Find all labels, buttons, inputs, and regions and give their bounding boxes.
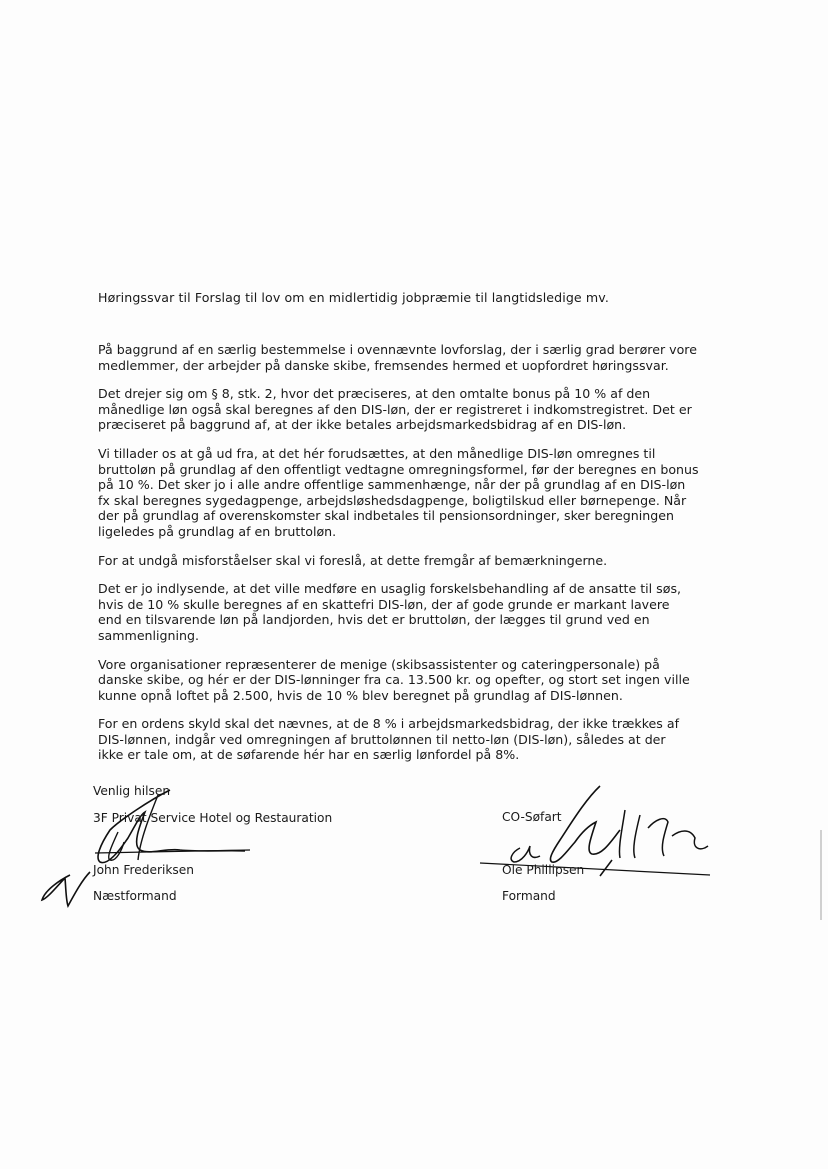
right-signature-scribble bbox=[511, 846, 540, 862]
paragraph: For at undgå misforståelser skal vi foreslå, at dette fremgår af bemærkningerne. bbox=[98, 552, 608, 568]
left-signature-scribble bbox=[42, 872, 90, 906]
letter-subject: Høringssvar til Forslag til lov om en midlertidig jobpræmie til langtidsledige mv. bbox=[98, 290, 609, 305]
paragraph: Det er jo indlysende, at det ville medføre en usaglig forskelsbehandling af de ansatte til søs, hvis de 10 % skulle beregnes af en skattefri DIS-løn, der af gode grunde er markant lavere end en tilsvarende løn på landjorden, hvis det er bruttoløn, der lægges til grund ved en sammenligning. bbox=[98, 581, 682, 643]
left-signature-scribble bbox=[98, 790, 245, 863]
paragraph: For en ordens skyld skal det nævnes, at de 8 % i arbejdsmarkedsbidrag, der ikke trækkes af DIS-lønnen, indgår ved omregningen af bruttolønnen til netto-løn (DIS-løn), således at der ikke er tale om, at de søfarende hér har en særlig lønfordel på 8%. bbox=[98, 716, 680, 763]
left-signature-line bbox=[95, 850, 250, 853]
paragraph: På baggrund af en særlig bestemmelse i ovennævnte lovforslag, der i særlig grad berører vore medlemmer, der arbejder på danske skibe, fremsendes hermed et uopfordret høringssvar. bbox=[98, 342, 697, 373]
left-organisation: 3F Privat Service Hotel og Restauration bbox=[93, 811, 333, 825]
paragraph: Det drejer sig om § 8, stk. 2, hvor det præciseres, at den omtalte bonus på 10 % af den månedlige løn også skal beregnes af den DIS-løn, der er registreret i indkomstregistret. Det er præciseret på baggrund af, at der ikke betales arbejdsmarkedsbidrag af en DIS-løn. bbox=[98, 386, 692, 433]
right-signature-scribble bbox=[600, 860, 612, 876]
left-signature-scribble bbox=[138, 795, 158, 860]
right-title: Formand bbox=[502, 889, 556, 903]
left-signature-scribble bbox=[109, 832, 124, 860]
left-name: John Frederiksen bbox=[93, 863, 194, 877]
paragraph: Vore organisationer repræsenterer de menige (skibsassistenter og cateringpersonale) på danske skibe, og hér er der DIS-lønninger fra ca. 13.500 kr. og opefter, og stort set ingen ville kunne opnå loftet på 2.500, hvis de 10 % blev beregnet på grundlag af DIS-lønnen. bbox=[98, 656, 690, 703]
letter-body bbox=[98, 342, 738, 776]
paragraph: Vi tillader os at gå ud fra, at det hér forudsættes, at den månedlige DIS-løn omregnes til bruttoløn på grundlag af den offentligt vedtagne omregningsformel, før der beregnes en bonus på 10 %. Det sker jo i alle andre offentlige sammenhænge, når der på grundlag af en DIS-løn fx skal beregnes sygedagpenge, arbejdsløshedsdagpenge, boligtilskud eller børnepenge. Når der på grundlag af overenskomster skal indbetales til pensionsordninger, sker beregningen ligeledes på grundlag af en bruttoløn. bbox=[98, 445, 699, 539]
right-organisation: CO-Søfart bbox=[502, 810, 562, 824]
right-name: Ole Phillipsen bbox=[502, 863, 585, 877]
right-signature-scribble bbox=[619, 810, 708, 858]
left-title: Næstformand bbox=[93, 889, 177, 903]
closing-greeting: Venlig hilsen bbox=[93, 784, 171, 798]
page-edge-mark bbox=[820, 830, 822, 920]
